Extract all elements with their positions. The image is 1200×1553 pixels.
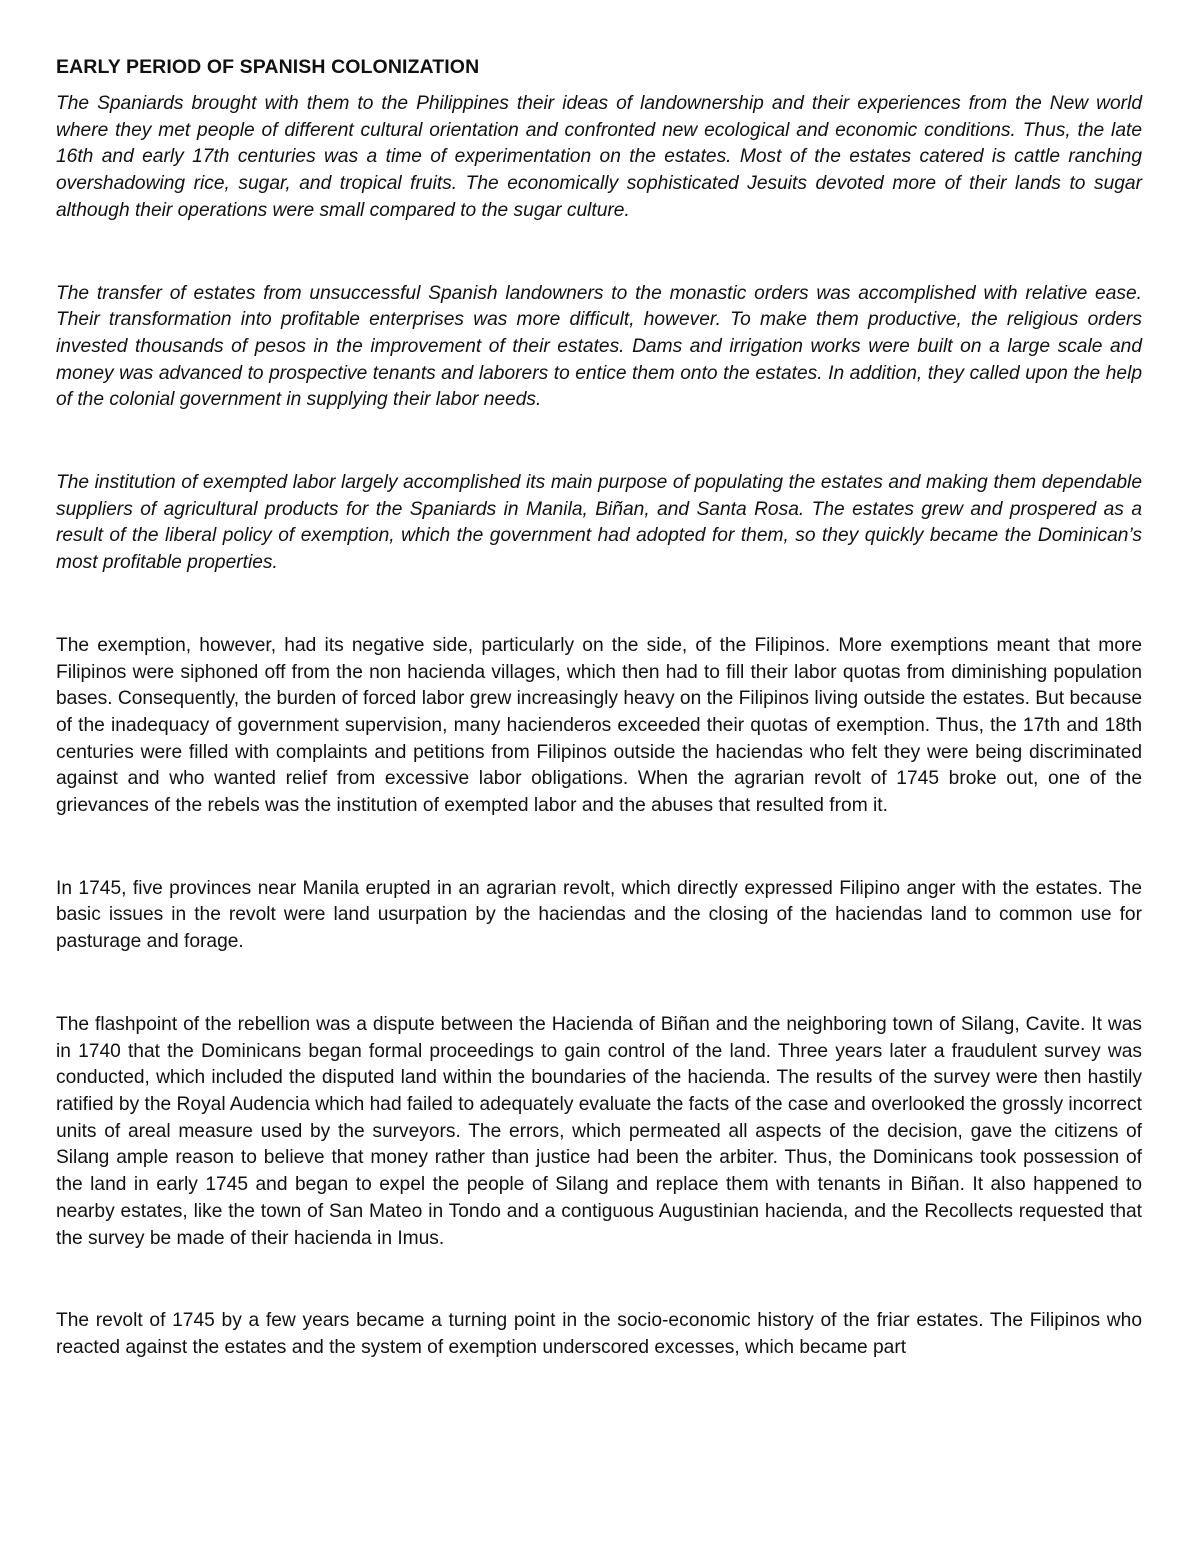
paragraph-turning-point: The revolt of 1745 by a few years became a turning point in the socio-economic history of the friar estates. The Filipinos who reacted against the estates and the system of exemption underscored excesses, which became part: [56, 1310, 1142, 1358]
paragraph-flashpoint-of-rebellion: The flashpoint of the rebellion was a dispute between the Hacienda of Biñan and the neighboring town of Silang, Cavite. It was in 1740 that the Dominicans began formal proceedings to gain control of the land. Three years later a fraudulent survey was conducted, which included the disputed land within the boundaries of the hacienda. The results of the survey were then hastily ratified by the Royal Audencia which had failed to adequately evaluate the facts of the case and overlooked the grossly incorrect units of areal measure used by the surveyors. The errors, which permeated all aspects of the decision, gave the citizens of Silang ample reason to believe that money rather than justice had been the arbiter. Thus, the Dominicans took possession of the land in early 1745 and began to expel the people of Silang and replace them with tenants in Biñan. It also happened to nearby estates, like the town of San Mateo in Tondo and a contiguous Augustinian hacienda, and the Recollects requested that the survey be made of their hacienda in Imus.: [56, 1013, 1142, 1249]
paragraph-agrarian-revolt-1745: In 1745, five provinces near Manila erupted in an agrarian revolt, which directly expressed Filipino anger with the estates. The basic issues in the revolt were land usurpation by the haciendas and the closing of the haciendas land to common use for pasturage and forage.: [56, 877, 1142, 953]
paragraph-exempted-labor: The institution of exempted labor largely accomplished its main purpose of populating the estates and making them dependable suppliers of agricultural products for the Spaniards in Manila, Biñan, and Santa Rosa. The estates grew and prospered as a result of the liberal policy of exemption, which the government had adopted for them, so they quickly became the Dominican’s most profitable properties.: [56, 472, 1142, 574]
paragraph-exemption-negative-side: The exemption, however, had its negative side, particularly on the side, of the Filipinos. More exemptions meant that more Filipinos were siphoned off from the non hacienda villages, which then had to fill their labor quotas from diminishing population bases. Consequently, the burden of forced labor grew increasingly heavy on the Filipinos living outside the estates. But because of the inadequacy of government supervision, many hacienderos exceeded their quotas of exemption. Thus, the 17th and 18th centuries were filled with complaints and petitions from Filipinos outside the haciendas who felt they were being discriminated against and who wanted relief from excessive labor obligations. When the agrarian revolt of 1745 broke out, one of the grievances of the rebels was the institution of exempted labor and the abuses that resulted from it.: [56, 634, 1142, 817]
document-page: [56, 56, 1142, 1362]
document-title: EARLY PERIOD OF SPANISH COLONIZATION: [56, 56, 480, 78]
paragraph-spanish-landownership: The Spaniards brought with them to the Philippines their ideas of landownership and their experiences from the New world where they met people of different cultural orientation and confronted new ecological and economic conditions. Thus, the late 16th and early 17th centuries was a time of experimentation on the estates. Most of the estates catered is cattle ranching overshadowing rice, sugar, and tropical fruits. The economically sophisticated Jesuits devoted more of their lands to sugar although their operations were small compared to the sugar culture.: [56, 93, 1142, 221]
paragraph-transfer-of-estates: The transfer of estates from unsuccessful Spanish landowners to the monastic orders was accomplished with relative ease. Their transformation into profitable enterprises was more difficult, however. To make them productive, the religious orders invested thousands of pesos in the improvement of their estates. Dams and irrigation works were built on a large scale and money was advanced to prospective tenants and laborers to entice them onto the estates. In addition, they called upon the help of the colonial government in supplying their labor needs.: [56, 282, 1142, 411]
